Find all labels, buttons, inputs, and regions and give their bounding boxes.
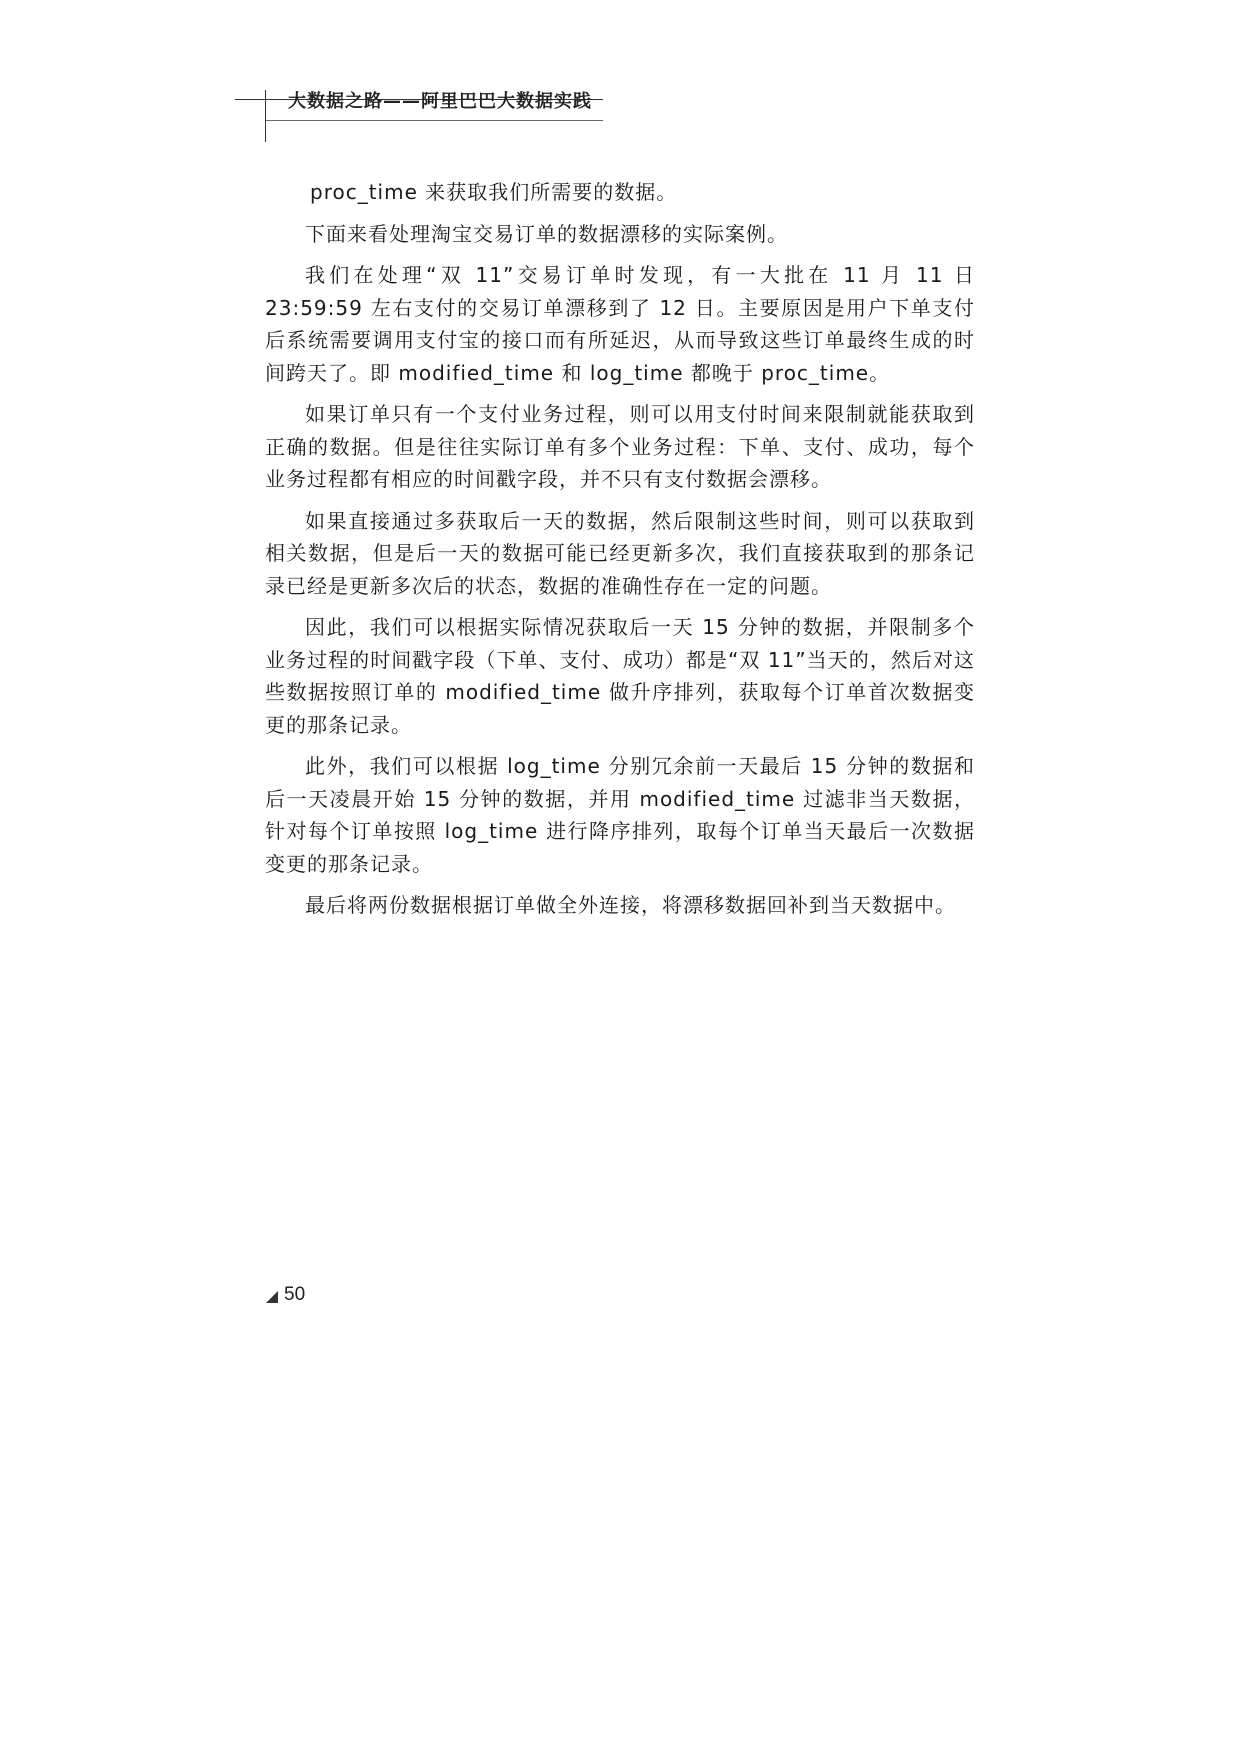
paragraph: 如果直接通过多获取后一天的数据，然后限制这些时间，则可以获取到相关数据，但是后一天的数据可能已经更新多次，我们直接获取到的那条记录已经是更新多次后的状态，数据的准确性存在一定的问题。 bbox=[265, 508, 975, 598]
paragraph: 我们在处理“双 11”交易订单时发现，有一大批在 11 月 11 日 23:59:59 左右支付的交易订单漂移到了 12 日。主要原因是用户下单支付后系统需要调用支付宝的接口而有所延迟，从而导致这些订单最终生成的时间跨天了。即 modified_time 和 log_time 都晚于 proc_time。 bbox=[265, 263, 975, 385]
paragraph: 此外，我们可以根据 log_time 分别冗余前一天最后 15 分钟的数据和后一天凌晨开始 15 分钟的数据，并用 modified_time 过滤非当天数据，针对每个订单按照 log_time 进行降序排列，取每个订单当天最后一次数据变更的那条记录。 bbox=[265, 754, 975, 876]
header-underline bbox=[266, 120, 603, 121]
paragraph-continuation: proc_time 来获取我们所需要的数据。 bbox=[310, 180, 678, 204]
paragraph: 下面来看处理淘宝交易订单的数据漂移的实际案例。 bbox=[305, 221, 788, 246]
paragraph: 如果订单只有一个支付业务过程，则可以用支付时间来限制就能获取到正确的数据。但是往往实际订单有多个业务过程：下单、支付、成功，每个业务过程都有相应的时间戳字段，并不只有支付数据会漂移。 bbox=[265, 402, 975, 491]
page-footer bbox=[266, 1284, 305, 1306]
paragraph: 因此，我们可以根据实际情况获取后一天 15 分钟的数据，并限制多个业务过程的时间戳字段（下单、支付、成功）都是“双 11”当天的，然后对这些数据按照订单的 modified_time 做升序排列，获取每个订单首次数据变更的那条记录。 bbox=[265, 615, 975, 737]
body-text bbox=[265, 176, 975, 931]
running-header-title: 大数据之路——阿里巴巴大数据实践 bbox=[288, 91, 592, 112]
header-rule-vertical bbox=[265, 90, 266, 142]
paragraph: 最后将两份数据根据订单做全外连接，将漂移数据回补到当天数据中。 bbox=[305, 893, 956, 917]
page-number: 50 bbox=[284, 1284, 306, 1305]
corner-triangle-icon bbox=[266, 1291, 278, 1303]
